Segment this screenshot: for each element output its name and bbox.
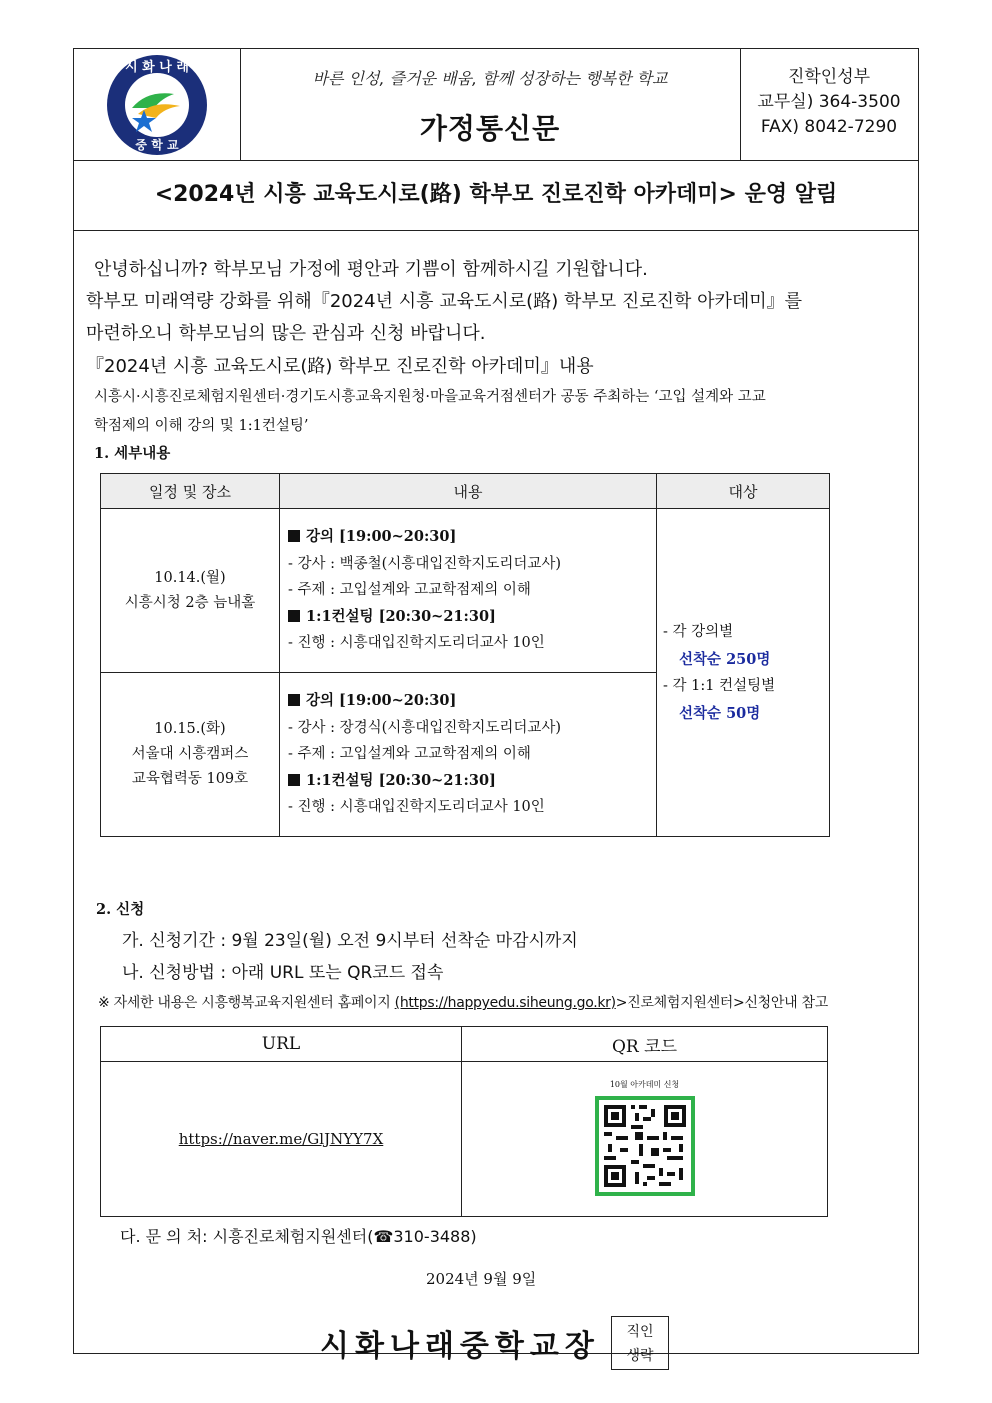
school-motto: 바른 인성, 즐거운 배움, 함께 성장하는 행복한 학교 [312, 69, 668, 88]
lecture-time: 강의 [19:00~20:30] [288, 688, 655, 715]
col-header-target: 대상 [657, 474, 830, 509]
bullet-square-icon [288, 774, 300, 786]
intro-line-3: 마련하오니 학부모님의 많은 관심과 신청 바랍니다. [86, 323, 486, 344]
target-line-1: - 각 강의별 [663, 623, 734, 640]
seal-line-2: 생략 [626, 1348, 654, 1364]
schedule-cell-2 [101, 673, 280, 837]
school-logo [102, 50, 212, 160]
logo-bottom-text: 중 학 교 [135, 138, 179, 152]
principal-signature: 시화나래중학교장 [320, 1329, 600, 1364]
consult-time: 1:1컨설팅 [20:30~21:30] [288, 768, 655, 795]
seal-line-1: 직인 [626, 1324, 654, 1340]
lecture-topic: - 주제 : 고입설계와 고교학점제의 이해 [288, 746, 531, 763]
content-cell-2 [280, 673, 657, 837]
qr-caption: 10월 아카데미 신청 [609, 1079, 680, 1089]
col-header-schedule: 일정 및 장소 [101, 474, 280, 509]
intro-line-1: 안녕하십니까? 학부모님 가정에 평안과 기쁨이 함께하시길 기원합니다. [94, 259, 648, 280]
lecture-time: 강의 [19:00~20:30] [288, 524, 655, 551]
bullet-square-icon [288, 530, 300, 542]
intro-line-4: 『2024년 시흥 교육도시로(路) 학부모 진로진학 아카데미』내용 [86, 356, 594, 377]
bullet-square-icon [288, 610, 300, 622]
notice-title: <2024년 시흥 교육도시로(路) 학부모 진로진학 아카데미> 운영 알림 [74, 160, 918, 231]
intro-line-2: 학부모 미래역량 강화를 위해『2024년 시흥 교육도시로(路) 학부모 진로진학 아카데미』를 [86, 291, 803, 312]
qr-cell [462, 1062, 828, 1217]
target-cell [657, 509, 830, 837]
detail-note [98, 992, 828, 1012]
section-2-heading: 2. 신청 [96, 901, 145, 918]
document-type: 가정통신문 [419, 112, 561, 145]
document-page [73, 48, 919, 1364]
lecture-topic: - 주제 : 고입설계와 고교학점제의 이해 [288, 582, 531, 599]
homepage-link[interactable]: (https://happyedu.siheung.go.kr) [394, 995, 616, 1011]
event-room: 교육협력동 109호 [131, 771, 249, 787]
letterhead [74, 49, 918, 161]
detail-note-prefix: ※ 자세한 내용은 시흥행복교육지원센터 홈페이지 [98, 995, 395, 1011]
letterhead-title-cell [240, 49, 741, 160]
event-date: 10.15.(화) [154, 721, 226, 737]
qr-code-icon[interactable] [595, 1096, 695, 1196]
seal-omitted-box [611, 1316, 669, 1370]
application-url-link[interactable]: https://naver.me/GlJNYY7X [101, 1062, 462, 1217]
event-place: 시흥시청 2층 늠내홀 [124, 594, 256, 611]
logo-top-text: 시 화 나 래 [125, 60, 189, 75]
event-date: 10.14.(월) [154, 569, 226, 586]
apply-table [100, 1026, 828, 1217]
department: 진학인성부 [787, 67, 871, 87]
intro-desc-1: 시흥시·시흥진로체험지원센터·경기도시흥교육지원청·마을교육거점센터가 공동 주최하는 ‘고입 설계와 고교 [94, 389, 766, 405]
consult-conductor: - 진행 : 시흥대입진학지도리더교사 10인 [288, 635, 545, 652]
schedule-table [100, 473, 830, 837]
contact-cell [740, 49, 918, 160]
schedule-cell-1 [101, 509, 280, 673]
qr-header: QR 코드 [462, 1027, 828, 1062]
logo-cell [74, 49, 241, 160]
target-line-3: - 각 1:1 컨설팅별 [663, 677, 776, 694]
contact-info: 다. 문 의 처: 시흥진로체험지원센터(☎310-3488) [120, 1227, 477, 1246]
target-line-4: 선착순 50명 [679, 704, 761, 722]
col-header-content: 내용 [280, 474, 657, 509]
content-cell-1 [280, 509, 657, 673]
bullet-square-icon [288, 694, 300, 706]
lecturer: - 강사 : 장경식(시흥대입진학지도리더교사) [288, 719, 562, 736]
office-phone: 교무실) 364-3500 [757, 92, 901, 112]
detail-note-suffix: >진로체험지원센터>신청안내 참고 [615, 995, 828, 1011]
table-row [101, 509, 830, 673]
issue-date: 2024년 9월 9일 [426, 1270, 537, 1288]
consult-conductor: - 진행 : 시흥대입진학지도리더교사 10인 [288, 799, 545, 816]
lecturer: - 강사 : 백종철(시흥대입진학지도리더교사) [288, 555, 562, 572]
consult-time: 1:1컨설팅 [20:30~21:30] [288, 604, 655, 631]
url-header: URL [101, 1027, 462, 1062]
event-place: 서울대 시흥캠퍼스 [131, 746, 249, 762]
apply-method: 나. 신청방법 : 아래 URL 또는 QR코드 접속 [122, 963, 444, 983]
schedule-header-row [101, 474, 830, 509]
section-1-heading: 1. 세부내용 [94, 445, 171, 462]
fax-number: FAX) 8042-7290 [760, 117, 898, 137]
target-line-2: 선착순 250명 [679, 650, 771, 668]
apply-period: 가. 신청기간 : 9월 23일(월) 오전 9시부터 선착순 마감시까지 [122, 931, 578, 951]
intro-desc-2: 학점제의 이해 강의 및 1:1컨설팅’ [94, 418, 309, 434]
